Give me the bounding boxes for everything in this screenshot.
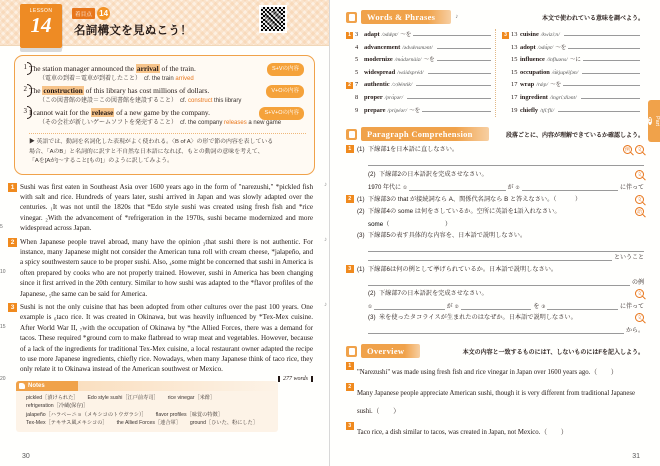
answer-tail: ということ <box>613 255 644 262</box>
line-number: 5 <box>0 223 3 230</box>
vocabulary-row <box>502 42 640 55</box>
grammar-row <box>23 63 306 84</box>
explanation-line: 「Aを[Aが]〜すること[もの]」のように訳してみよう。 <box>29 158 173 164</box>
fill-mid1: が <box>446 304 453 311</box>
note-entry: rice vinegar［米酢］ <box>167 394 216 401</box>
lesson-block-shadow <box>20 48 62 52</box>
fill-mid2: を <box>533 304 540 311</box>
vocabulary-row <box>346 42 491 55</box>
section-header <box>346 344 644 358</box>
vocabulary-word: adopt <box>520 43 536 51</box>
word-hint: 〜を <box>400 32 412 38</box>
paragraph-marker <box>502 82 509 89</box>
question-line <box>346 265 644 275</box>
paragraph-marker <box>502 57 509 64</box>
magnifier-group <box>635 207 644 216</box>
paragraph-marker: 1 <box>346 32 353 39</box>
vocabulary-column-left <box>346 29 495 117</box>
translation-tail: this library <box>212 98 242 104</box>
answer-blank[interactable] <box>564 29 640 36</box>
note-entry: flavor profiles［味覚の特徴］ <box>155 411 223 418</box>
sentence-post: of a new game by the company. <box>114 108 210 117</box>
magnifier-icon[interactable]: 文 <box>636 196 642 203</box>
phonetic: /tʃíːfli/ <box>540 107 555 114</box>
answer-blank[interactable] <box>581 92 640 99</box>
line-number: 20 <box>0 375 6 382</box>
paragraph-number: 1 <box>8 183 17 192</box>
phonetic: /kwizíːn/ <box>540 32 560 38</box>
paragraph-marker: 2 <box>346 82 353 89</box>
vocabulary-word: chiefly <box>520 106 539 114</box>
question-line <box>346 145 644 155</box>
item-marker: 3 <box>346 422 354 430</box>
grammar-tag: S+Vの内容 <box>267 63 304 76</box>
grammar-translation <box>29 96 306 106</box>
translation-tail: a new game <box>246 120 282 126</box>
grammar-item-number: 1 <box>18 63 27 73</box>
sentence-keyword: construction <box>43 86 83 95</box>
answer-blank[interactable] <box>422 105 491 112</box>
question-text: 下線部6は何の例として挙げられているか。日本語で説明しなさい。 <box>368 266 558 274</box>
phonetic: /ingríːdiənt/ <box>549 94 577 101</box>
side-tab-part[interactable] <box>648 100 660 142</box>
note-entry: jalapeño［ハラペーニョ（メキシコのトウガラシ）］ <box>26 411 147 418</box>
answer-area[interactable] <box>346 243 644 261</box>
question-text: 下線部4の some は何をさしているか。空所に英語を1語入れなさい。 <box>368 208 561 216</box>
vocabulary-row <box>502 67 640 80</box>
vocabulary-word: occupation <box>520 68 550 76</box>
vocabulary-word: cuisine <box>520 31 539 38</box>
note-entry: Tex-Mex［テキサス風メキシコの］ <box>26 420 108 427</box>
audio-icon[interactable]: ♪ <box>324 236 327 243</box>
note-entry: the Allied Forces［連合軍］ <box>116 420 181 427</box>
word-hint: 〜を <box>409 107 421 114</box>
notes-title: Notes <box>16 381 278 391</box>
answer-blank[interactable] <box>437 54 491 61</box>
vocabulary-row <box>502 54 640 67</box>
answer-rule-row[interactable] <box>346 277 644 286</box>
line-ref: 3 <box>355 31 359 38</box>
grammar-row <box>23 107 306 128</box>
phonetic: /wáidspréd/ <box>397 69 424 76</box>
vocabulary-word: authentic <box>364 81 390 89</box>
word-hint: 〜を <box>555 44 567 51</box>
phonetic: /prɑ́pər/ <box>384 94 404 101</box>
question-line <box>346 313 644 323</box>
translation-text: （電車の到着＝電車が到着したこと） cf. the train <box>39 76 176 82</box>
vocabulary-row <box>346 92 491 105</box>
explanation-line: 場合、「AのB」と名詞的に訳すと不自然な日本語になれば、もとの動詞の意味を考えて、 <box>29 148 264 155</box>
note-entry: ground［ひいた、粉にした］ <box>189 420 258 427</box>
translation-text: （その会社が新しいゲームソフトを発売すること） cf. the company <box>39 120 225 126</box>
fill-in-row[interactable]: 1970 年代に ① が ② に伴って <box>346 182 644 191</box>
answer-rule[interactable] <box>368 157 644 166</box>
answer-blank[interactable] <box>437 42 491 49</box>
magnifier-icon[interactable]: 文 <box>636 290 642 297</box>
paragraph-marker: 3 <box>502 32 509 39</box>
overview-section <box>346 344 644 439</box>
section-title: Paragraph Comprehension <box>361 127 489 141</box>
vocabulary-word: widespread <box>364 68 396 76</box>
grammar-tag: S+V+Oの内容 <box>259 107 304 120</box>
sentence-keyword: arrival <box>136 64 159 73</box>
paragraph-marker <box>502 44 509 51</box>
question-text: 米を使ったタコライスが生まれたのはなぜか。日本語で説明しなさい。 <box>379 314 577 322</box>
question-line <box>346 289 644 299</box>
section-subtitle: 本文で使われている意味を調べよう。 <box>541 15 644 22</box>
magnifier-group <box>635 170 644 179</box>
section-subtitle: 段落ごとに、内容が理解できているか確認しよう。 <box>505 132 644 139</box>
checklist-icon <box>346 346 357 357</box>
line-ref: 17 <box>511 81 518 89</box>
vocabulary-word: prepare <box>364 106 386 114</box>
paragraph-marker <box>346 107 353 114</box>
paragraph-marker <box>502 70 509 77</box>
line-ref: 13 <box>511 31 518 38</box>
side-tab-label: Part <box>654 115 660 127</box>
fill-mid: が <box>507 185 514 192</box>
grammar-tag: V+Oの内容 <box>266 85 304 98</box>
question-text: 下線部1を日本語に直しなさい。 <box>368 146 459 154</box>
word-count-badge: 277 words <box>278 376 313 382</box>
line-ref: 15 <box>511 56 518 64</box>
question-number: (1) <box>357 146 365 154</box>
question-number: (2) <box>357 208 365 216</box>
audio-icon[interactable]: ♪ <box>324 181 327 188</box>
sentence-pre: The <box>29 86 43 95</box>
grammar-sentence <box>29 85 306 96</box>
sentence-post: of the train. <box>159 64 196 73</box>
line-ref: 9 <box>355 106 359 114</box>
book-icon <box>346 12 357 23</box>
lesson-number: 14 <box>30 13 52 37</box>
pencil-icon <box>346 129 357 140</box>
vocabulary-word: ingredient <box>520 93 548 101</box>
grammar-translation <box>29 74 306 84</box>
paragraph-comprehension-section <box>346 127 644 334</box>
line-ref: 15 <box>511 68 518 76</box>
question-text: 下線部2の日本語訳を完成させなさい。 <box>379 171 488 179</box>
words-phrases-section <box>346 10 644 117</box>
paragraph-marker <box>346 70 353 77</box>
vocabulary-row <box>346 54 491 67</box>
vocabulary-column-right <box>495 29 644 117</box>
answer-tail: の例 <box>631 280 644 287</box>
translation-verb: construct <box>188 98 213 104</box>
paragraph-marker <box>346 44 353 51</box>
magnifier-group <box>635 289 644 298</box>
passage-paragraph <box>0 301 327 382</box>
focus-point-badge <box>72 7 110 20</box>
vocabulary-word: wrap <box>520 81 535 89</box>
section-subtitle: 本文の内容と一致するものにはT、しないものにはFを記入しよう。 <box>462 349 644 356</box>
lesson-header <box>0 0 329 46</box>
paragraph-marker <box>502 95 509 102</box>
section-title: Words & Phrases <box>361 10 451 24</box>
phonetic: /ədɑ́pt/ <box>537 44 554 51</box>
audio-icon[interactable]: ♪ <box>455 14 459 20</box>
grammar-point-box <box>14 55 315 175</box>
side-tab-number: 3 <box>648 118 652 124</box>
question-text: 下線部3の that が接続詞なら A、関係代名詞なら B と答えなさい。（ ） <box>368 196 582 204</box>
answer-blank[interactable] <box>547 302 618 310</box>
section-header <box>346 10 644 24</box>
answer-blank[interactable] <box>409 183 505 191</box>
grammar-row <box>23 85 306 106</box>
answer-blank[interactable] <box>368 253 612 261</box>
answer-blank[interactable] <box>582 67 640 74</box>
magnifier-group <box>635 313 644 322</box>
page-number-right: 31 <box>632 453 640 460</box>
line-number: 15 <box>0 323 6 330</box>
paragraph-marker: 2 <box>346 195 354 203</box>
section-title: Overview <box>361 344 420 358</box>
answer-rule-row[interactable] <box>368 252 644 261</box>
vocabulary-row <box>502 92 640 105</box>
vocabulary-row <box>346 105 491 118</box>
answer-blank[interactable] <box>374 302 445 310</box>
lesson-word: LESSON <box>29 8 53 14</box>
vocabulary-columns <box>346 29 644 117</box>
paragraph-number: 2 <box>8 238 17 247</box>
paragraph-marker <box>346 95 353 102</box>
phonetic: /ɑ̀kjupéiʃən/ <box>551 69 579 76</box>
overview-text[interactable]: Many Japanese people appreciate American sushi, though it is very different from traditional Japanese sushi.（ ） <box>357 390 636 416</box>
question-line <box>346 195 644 205</box>
answer-blank[interactable] <box>461 302 532 310</box>
answer-blank[interactable] <box>407 92 491 99</box>
answer-blank[interactable] <box>568 42 640 49</box>
answer-blank[interactable] <box>558 105 640 112</box>
vocabulary-row <box>346 79 491 92</box>
notes-list <box>16 391 278 433</box>
overview-item <box>346 421 644 439</box>
word-hint: 〜を <box>423 57 435 64</box>
magnifier-group <box>623 145 644 154</box>
passage-paragraph <box>0 181 327 234</box>
fill-prefix: 1970 年代に <box>368 185 402 192</box>
page-title: 名詞構文を見ぬこう！ <box>74 25 192 37</box>
overview-item <box>346 361 644 379</box>
line-number: 10 <box>0 268 6 275</box>
answer-blank[interactable] <box>428 67 491 74</box>
word-hint: 〜を <box>550 82 562 89</box>
explanation-line: ▶ 英語では、動詞を名詞化した表現がよく使われる。〈B of A〉の形で節の内容を表している <box>29 139 274 145</box>
item-marker: 2 <box>346 383 354 391</box>
overview-text[interactable]: Taco rice, a dish similar to tacos, was created in Japan, not Mexico.（ ） <box>357 429 568 437</box>
fill-in-row[interactable]: ① が ② を ③ に伴って <box>346 301 644 310</box>
question-text: 下線部7の日本語訳を完成させなさい。 <box>379 290 488 298</box>
vocabulary-row <box>502 29 640 42</box>
fill-tail: に伴って <box>620 304 645 311</box>
question-number: (2) <box>368 290 376 298</box>
notes-box <box>16 381 278 433</box>
question-number: (3) <box>368 314 376 322</box>
magnifier-icon[interactable]: 文 <box>636 171 642 178</box>
paragraph-marker <box>346 57 353 64</box>
phonetic: /mɑ́dərnàiz/ <box>394 57 422 64</box>
item-marker: 1 <box>346 362 354 370</box>
phonetic: /ɔːθéntik/ <box>391 82 413 89</box>
vocabulary-row <box>346 67 491 80</box>
answer-tail: から。 <box>625 328 644 335</box>
magnifier-icon[interactable]: 例 <box>624 146 630 153</box>
grammar-item-number: 3 <box>18 107 27 117</box>
word-hint: 〜に <box>569 57 581 64</box>
vocabulary-word: advancement <box>364 43 401 51</box>
note-entry: pickled［漬けられた］ <box>26 394 79 401</box>
magnifier-icon[interactable]: 語 <box>636 208 642 215</box>
audio-icon[interactable]: ♪ <box>324 301 327 308</box>
paragraph-marker <box>502 107 509 114</box>
grammar-item-number: 2 <box>18 85 27 95</box>
reading-passage <box>0 181 327 382</box>
translation-verb: arrived <box>175 76 194 82</box>
answer-blank[interactable] <box>368 326 624 334</box>
focus-point-number: 14 <box>97 7 110 20</box>
comprehension-group <box>346 265 644 334</box>
question-number: (1) <box>357 266 365 274</box>
line-ref: 17 <box>511 93 518 101</box>
line-ref: 19 <box>511 106 518 114</box>
answer-rule[interactable] <box>368 243 644 252</box>
paragraph-marker: 3 <box>346 265 354 273</box>
comprehension-group <box>346 145 644 191</box>
page-number-left: 30 <box>22 453 30 460</box>
question-number: (1) <box>357 196 365 204</box>
line-ref: 5 <box>355 68 359 76</box>
sentence-pre: The station manager announced the <box>29 64 136 73</box>
paragraph-text: Sushi is not the only cuisine that has been adopted from other cultures over the past 100 years. One example is ₆taco rice. It was created in Okinawa, but was heavily influenced by *Tex-Mex cuisine. After World War II, ₇with the occupation of Okinawa by *the Allied Forces, there was a demand for tacos. These required *ground corn to make flatbread to wrap meat and vegetables. However, because of a lack of the ingredients for traditional Tex-Mex cuisine, a local restaurant owner adapted the recipe to use more Japanese ingredients, chiefly rice. Nowadays, when many Japanese think of taco rice, they only relate it to Okinawa instead of the American southwest or Mexico. <box>20 302 313 374</box>
phonetic: /ínfluəns/ <box>546 57 568 64</box>
phonetic: /pripéər/ <box>387 107 407 114</box>
note-entry: Edo style sushi［江戸前寿司］ <box>87 394 159 401</box>
line-ref: 8 <box>355 93 359 101</box>
question-number: (3) <box>357 232 365 240</box>
magnifier-icon[interactable]: 文 <box>636 314 642 321</box>
vocabulary-word: proper <box>364 93 383 101</box>
comprehension-group <box>346 195 644 261</box>
sentence-keyword: release <box>91 108 114 117</box>
answer-blank[interactable] <box>416 79 491 86</box>
paragraph-text: When Japanese people travel abroad, many have the opinion ₃that sushi there is not authentic. For instance, many Japanese might not consider the American tuna roll with cream cheese, *jalapeño, and a spicy southwestern sauce to be proper sushi. Also, ₄some might be concerned that sushi in America is often prepared by cooks who are not properly trained. However, sushi in America has been changing since it first arrived in the 20th century. Similar to how sushi was adapted to the *flavor profiles of the Japanese, ₅the same can be said for America. <box>20 237 313 298</box>
vocabulary-word: modernize <box>364 56 393 64</box>
question-line <box>346 170 644 180</box>
answer-area[interactable] <box>346 157 644 166</box>
qr-code-icon[interactable] <box>259 5 287 33</box>
sentence-post: of this library has cost millions of dollars. <box>83 86 210 95</box>
grammar-sentence <box>29 63 306 74</box>
phonetic: /ədǽpt/ <box>381 32 399 38</box>
vocabulary-word: influence <box>520 56 545 64</box>
answer-blank[interactable] <box>563 79 640 86</box>
answer-parenthesis[interactable]: some（ ） <box>368 221 452 229</box>
translation-verb: releases <box>224 120 247 126</box>
lesson-number-block <box>20 4 62 48</box>
answer-rule-row[interactable] <box>346 325 644 334</box>
section-header <box>346 127 644 141</box>
question-line <box>346 231 644 241</box>
magnifier-group <box>635 195 644 204</box>
vocabulary-row <box>502 79 640 92</box>
vocabulary-word: adapt <box>364 31 380 38</box>
line-ref: 13 <box>511 43 518 51</box>
focus-point-label: 着目点 <box>72 8 95 19</box>
overview-text[interactable]: "Narezushi" was made using fresh fish and rice vinegar in Japan over 1600 years ago.（ ） <box>357 369 618 377</box>
vocabulary-row <box>502 105 640 118</box>
question-text: 下線部5の表す具体的な内容を、日本語で説明しなさい。 <box>368 232 527 240</box>
magnifier-icon[interactable]: 文 <box>636 146 642 153</box>
phonetic: /ədvǽnsmənt/ <box>402 44 433 51</box>
note-entry: refrigeration［冷蔵(保存)］ <box>26 403 89 410</box>
translation-text: （この図書館の建設＝この図書館を建設すること） cf. <box>39 98 189 104</box>
grammar-explanation <box>29 133 306 167</box>
grammar-sentence <box>29 107 306 118</box>
phonetic: /rǽp/ <box>536 82 549 89</box>
question-number: (2) <box>368 171 376 179</box>
line-ref: 7 <box>355 81 359 89</box>
line-ref: 4 <box>355 43 359 51</box>
answer-blank[interactable] <box>583 54 640 61</box>
answer-blank[interactable] <box>368 278 630 286</box>
paragraph-text: Sushi was first eaten in Southeast Asia over 1600 years ago in the form of "narezushi," *pickled fish with salt and rice. Hundreds of years later, sushi arrived in Japan and was slowly adapted over the centuries. ₁It was not until the 1820s that *Edo style sushi was created using fresh fish and *rice vinegar. ₂With the advancement of *refrigeration in the 1970s, sushi became modernized and more widespread across Japan. <box>20 182 313 233</box>
answer-blank[interactable] <box>522 183 618 191</box>
passage-paragraph <box>0 236 327 299</box>
overview-item <box>346 382 644 418</box>
fill-tail: に伴って <box>620 185 645 192</box>
paragraph-marker: 1 <box>346 145 354 153</box>
paragraph-number: 3 <box>8 303 17 312</box>
question-line <box>346 207 644 217</box>
right-page <box>330 0 660 466</box>
sentence-pre: I cannot wait for the <box>29 108 91 117</box>
line-ref: 5 <box>355 56 359 64</box>
answer-blank[interactable] <box>413 29 491 36</box>
vocabulary-row <box>346 29 491 42</box>
